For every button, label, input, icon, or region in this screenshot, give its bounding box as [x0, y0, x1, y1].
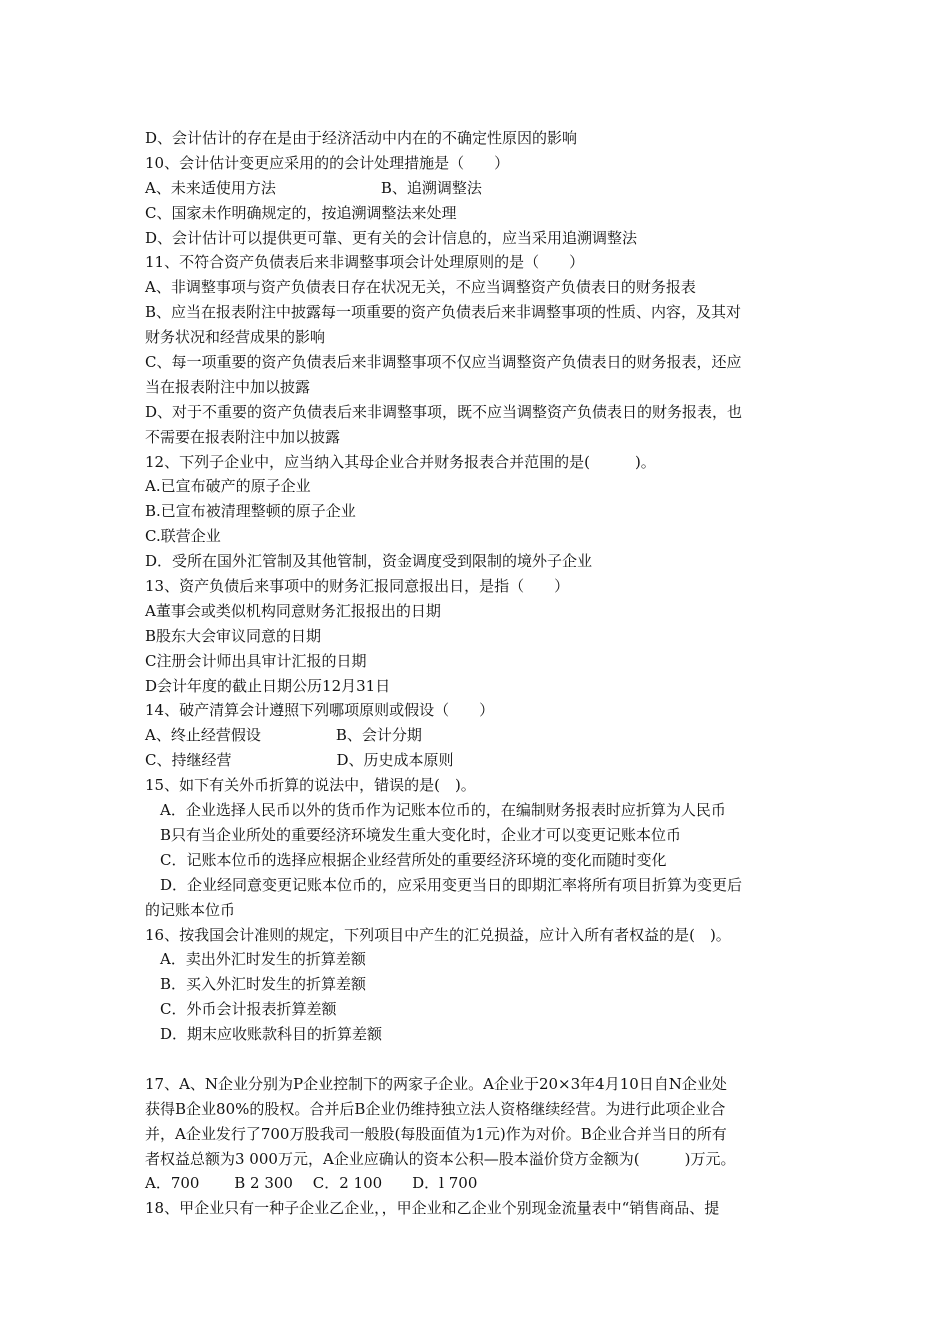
text-line: 不需要在报表附注中加以披露 [145, 427, 341, 446]
text-line: 15、如下有关外币折算的说法中，错误的是( )。 [145, 776, 476, 795]
text-line: C、国家未作明确规定的，按追溯调整法来处理 [145, 203, 457, 222]
text-line: A．700 B 2 300 C．2 100 D．l 700 [145, 1174, 478, 1193]
text-line: 的记账本位币 [145, 900, 236, 919]
text-line: A董事会或类似机构同意财务汇报报出的日期 [145, 601, 441, 620]
blank-line [145, 1047, 815, 1072]
text-line: A、非调整事项与资产负债表日存在状况无关，不应当调整资产负债表日的财务报表 [145, 278, 696, 297]
text-line: A.已宣布破产的原子企业 [145, 477, 311, 496]
text-line: 14、破产清算会计遵照下列哪项原则或假设（ ） [145, 701, 495, 720]
text-line: 者权益总额为3 000万元，A企业应确认的资本公积—股本溢价贷方金额为( )万元。 [145, 1149, 736, 1168]
text-line: B、应当在报表附注中披露每一项重要的资产负债表后来非调整事项的性质、内容，及其对 [145, 303, 742, 322]
text-line: 17、A、N企业分别为P企业控制下的两家子企业。A企业于20×3年4月10日自N企业处 [145, 1074, 727, 1093]
text-line: D会计年度的截止日期公历12月31日 [145, 676, 391, 695]
text-line: B.已宣布被清理整顿的原子企业 [145, 502, 356, 521]
text-line: 获得B企业80%的股权。合并后B企业仍维持独立法人资格继续经营。为进行此项企业合 [145, 1099, 726, 1118]
text-line: 12、下列子企业中，应当纳入其母企业合并财务报表合并范围的是( )。 [145, 452, 656, 471]
text-line: 13、资产负债后来事项中的财务汇报同意报出日，是指（ ） [145, 577, 570, 596]
text-line: B只有当企业所处的重要经济环境发生重大变化时，企业才可以变更记账本位币 [160, 825, 682, 844]
text-line: D、会计估计的存在是由于经济活动中内在的不确定性原因的影响 [145, 129, 578, 147]
text-line: 18、甲企业只有一种子企业乙企业，，甲企业和乙企业个别现金流量表中“销售商品、提 [145, 1199, 720, 1218]
text-line: C．记账本位币的选择应根据企业经营所处的重要经济环境的变化而随时变化 [160, 850, 667, 869]
text-line: 并，A企业发行了700万股我司一般股(每股面值为1元)作为对价。B企业合并当日的所有 [145, 1124, 727, 1143]
text-line: B股东大会审议同意的日期 [145, 626, 322, 645]
text-line: 当在报表附注中加以披露 [145, 377, 311, 396]
text-line: D、会计估计可以提供更可靠、更有关的会计信息的，应当采用追溯调整法 [145, 228, 638, 247]
text-line: A．企业选择人民币以外的货币作为记账本位币的，在编制财务报表时应折算为人民币 [160, 801, 726, 820]
text-line: B．买入外汇时发生的折算差额 [160, 975, 367, 994]
text-line: A、终止经营假设 B、会计分期 [145, 726, 422, 745]
text-line: 11、不符合资产负债表后来非调整事项会计处理原则的是（ ） [145, 253, 585, 272]
text-line: C、持继经营 D、历史成本原则 [145, 751, 454, 770]
document-body [145, 126, 815, 1221]
text-line: D、对于不重要的资产负债表后来非调整事项，既不应当调整资产负债表日的财务报表，也 [145, 402, 743, 421]
text-line: A．卖出外汇时发生的折算差额 [160, 950, 366, 969]
text-line: A、未来适使用方法 B、追溯调整法 [145, 178, 482, 197]
text-line: C.联营企业 [145, 527, 221, 546]
text-line: 10、会计估计变更应采用的的会计处理措施是（ ） [145, 153, 510, 172]
text-line: C注册会计师出具审计汇报的日期 [145, 651, 367, 670]
text-line: C、每一项重要的资产负债表后来非调整事项不仅应当调整资产负债表日的财务报表，还应 [145, 353, 742, 372]
text-line: D．企业经同意变更记账本位币的，应采用变更当日的即期汇率将所有项目折算为变更后 [160, 875, 743, 894]
text-line: D．期末应收账款科目的折算差额 [160, 1025, 383, 1044]
text-line: 财务状况和经营成果的影响 [145, 328, 326, 347]
text-line: 16、按我国会计准则的规定，下列项目中产生的汇兑损益，应计入所有者权益的是( )。 [145, 925, 731, 944]
text-line: D．受所在国外汇管制及其他管制，资金调度受到限制的境外子企业 [145, 552, 593, 571]
text-line: C．外币会计报表折算差额 [160, 1000, 337, 1019]
